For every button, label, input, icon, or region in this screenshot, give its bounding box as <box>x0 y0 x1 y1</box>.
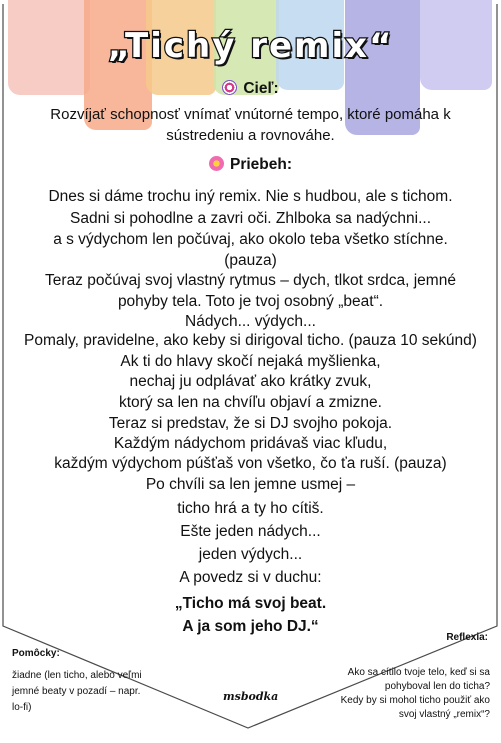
process-heading <box>0 156 501 174</box>
reflection-line: svoj vlastný „remix“? <box>398 709 490 720</box>
goal-line: sústredeniu a rovnováhe. <box>166 127 335 144</box>
aids-line: žiadne (len ticho, alebo veľmi <box>12 670 142 681</box>
reflection-line: pohyboval len do ticha? <box>384 681 490 692</box>
process-line: Teraz počúvaj svoj vlastný rytmus – dych, tlkot srdca, jemné <box>45 272 456 289</box>
target-icon <box>222 80 237 95</box>
process-line: jeden výdych... <box>198 546 303 563</box>
process-line: Sadni si pohodlne a zavri oči. Zhlboka sa nadýchni... <box>69 210 432 227</box>
aids-section <box>12 646 162 716</box>
flower-icon <box>209 156 224 171</box>
signature: msbodka <box>223 690 279 703</box>
process-line: Teraz si predstav, že si DJ svojho pokoja. <box>108 415 393 432</box>
reflection-line: Ako sa cítilo tvoje telo, keď si sa <box>347 667 490 678</box>
process-line: ktorý sa len na chvíľu objaví a zmizne. <box>119 394 382 411</box>
goal-heading <box>0 80 501 98</box>
process-line: (pauza) <box>224 252 277 269</box>
reflection-line: Kedy by si mohol ticho použiť ako <box>340 695 490 706</box>
process-line: Každým nádychom pridávaš viac kľudu, <box>113 435 388 452</box>
page-title: „Tichý remix“ <box>107 26 394 66</box>
process-heading-label: Priebeh: <box>229 156 292 173</box>
process-line: pohyby tela. Toto je tvoj osobný „beat“. <box>117 293 384 310</box>
goal-text <box>0 104 501 146</box>
process-line: Ak ti do hlavy skočí nejaká myšlienka, <box>120 353 381 370</box>
closing-line: A ja som jeho DJ.“ <box>182 618 319 635</box>
process-line: A povedz si v duchu: <box>179 569 322 586</box>
reflection-heading: Reflexia: <box>446 632 488 643</box>
process-line: každým výdychom púšťaš von všetko, čo ťa ruší. (pauza) <box>54 455 447 472</box>
reflection-section <box>320 666 490 722</box>
aids-line: lo-fi) <box>12 702 32 713</box>
process-line: ticho hrá a ty ho cítiš. <box>177 500 324 517</box>
process-line: a s výdychom len počúvaj, ako okolo teba všetko stíchne. <box>53 231 448 248</box>
goal-heading-label: Cieľ: <box>243 80 279 97</box>
process-line: Pomaly, pravidelne, ako keby si dirigoval ticho. (pauza 10 sekúnd) <box>24 332 477 349</box>
process-line: Ešte jeden nádych... <box>180 523 321 540</box>
process-line: Po chvíli sa len jemne usmej – <box>145 476 356 493</box>
process-line: nechaj ju odplávať ako krátky zvuk, <box>129 373 372 390</box>
process-line: Dnes si dáme trochu iný remix. Nie s hudbou, ale s tichom. <box>48 188 453 205</box>
goal-line: Rozvíjať schopnosť vnímať vnútorné tempo, ktoré pomáha k <box>50 106 451 123</box>
aids-heading: Pomôcky: <box>12 648 60 659</box>
closing-line: „Ticho má svoj beat. <box>174 595 327 612</box>
process-line: Nádych... výdych... <box>185 313 316 330</box>
aids-line: jemné beaty v pozadí – napr. <box>12 686 141 697</box>
